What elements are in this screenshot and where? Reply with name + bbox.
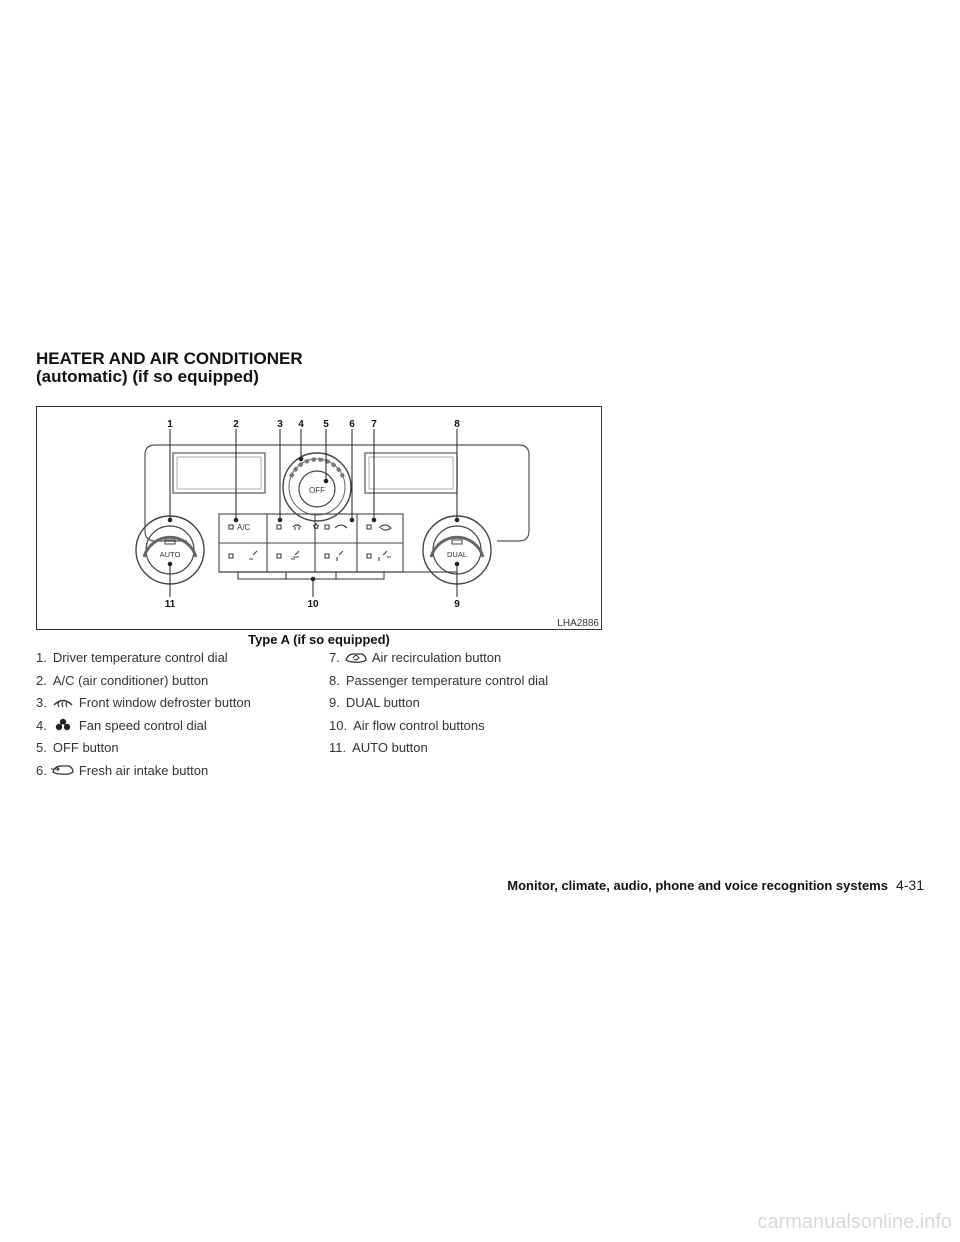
page-footer	[507, 877, 924, 893]
item-number: 1.	[36, 650, 47, 665]
item-number: 2.	[36, 672, 47, 688]
right-display	[365, 453, 457, 493]
item-text: A/C (air conditioner) button	[52, 672, 209, 688]
legend-left-column	[36, 650, 306, 786]
fresh-air-icon	[51, 763, 75, 777]
list-item	[36, 673, 306, 696]
list-item	[36, 650, 306, 673]
callout-3: 3	[277, 419, 283, 430]
item-number: 4.	[36, 717, 47, 733]
list-item	[329, 718, 599, 741]
recirculation-icon	[344, 650, 368, 664]
callout-7: 7	[371, 419, 377, 430]
list-item	[329, 695, 599, 718]
ac-label: A/C	[237, 523, 251, 532]
item-text: Air flow control buttons	[353, 717, 485, 733]
footer-section-title: Monitor, climate, audio, phone and voice recognition systems	[507, 878, 888, 893]
defroster-icon	[51, 695, 75, 709]
list-item	[329, 673, 599, 696]
item-number: 7.	[329, 650, 340, 665]
climate-control-figure	[36, 406, 602, 630]
heading-line-2: (automatic) (if so equipped)	[36, 367, 259, 386]
list-item	[36, 695, 306, 718]
callout-8: 8	[454, 419, 460, 430]
panel-outline	[145, 445, 529, 572]
section-heading	[36, 350, 303, 386]
left-display	[173, 453, 265, 493]
center-dial	[283, 453, 351, 531]
item-text: Fresh air intake button	[78, 762, 209, 778]
callout-11: 11	[164, 599, 176, 610]
item-text: Passenger temperature control dial	[345, 672, 549, 688]
callout-2: 2	[233, 419, 239, 430]
callout-5: 5	[323, 419, 329, 430]
list-item	[36, 718, 306, 741]
fan-icon	[51, 718, 75, 732]
svg-text:✿: ✿	[312, 522, 320, 531]
auto-label: AUTO	[159, 550, 181, 559]
item-number: 9.	[329, 695, 340, 711]
callout-6: 6	[349, 419, 355, 430]
figure-caption: Type A (if so equipped)	[248, 632, 390, 647]
item-number: 11.	[329, 740, 347, 756]
item-text: OFF button	[52, 740, 119, 756]
climate-panel-diagram	[37, 407, 603, 631]
item-text: Driver temperature control dial	[52, 650, 228, 665]
item-number: 6.	[36, 762, 47, 778]
list-item	[329, 740, 599, 763]
callout-4: 4	[298, 419, 304, 430]
page-number: 4-31	[895, 877, 924, 893]
legend-right-column	[329, 650, 599, 763]
heading-line-1: HEATER AND AIR CONDITIONER	[36, 349, 303, 368]
list-item	[36, 763, 306, 786]
item-number: 5.	[36, 740, 47, 756]
item-number: 3.	[36, 695, 47, 711]
item-number: 10.	[329, 717, 348, 733]
item-text: Fan speed control dial	[78, 717, 207, 733]
dual-label: DUAL	[446, 550, 468, 559]
item-number: 8.	[329, 672, 340, 688]
callout-1: 1	[167, 419, 173, 430]
item-text: Front window defroster button	[78, 695, 251, 711]
callout-10: 10	[307, 599, 319, 610]
off-label: OFF	[309, 486, 325, 495]
list-item	[329, 650, 599, 673]
callout-9: 9	[454, 599, 460, 610]
watermark: carmanualsonline.info	[757, 1211, 952, 1233]
item-text: Air recirculation button	[371, 650, 502, 665]
item-text: AUTO button	[352, 740, 428, 756]
item-text: DUAL button	[345, 695, 420, 711]
list-item	[36, 740, 306, 763]
figure-code: LHA2886	[557, 618, 599, 629]
